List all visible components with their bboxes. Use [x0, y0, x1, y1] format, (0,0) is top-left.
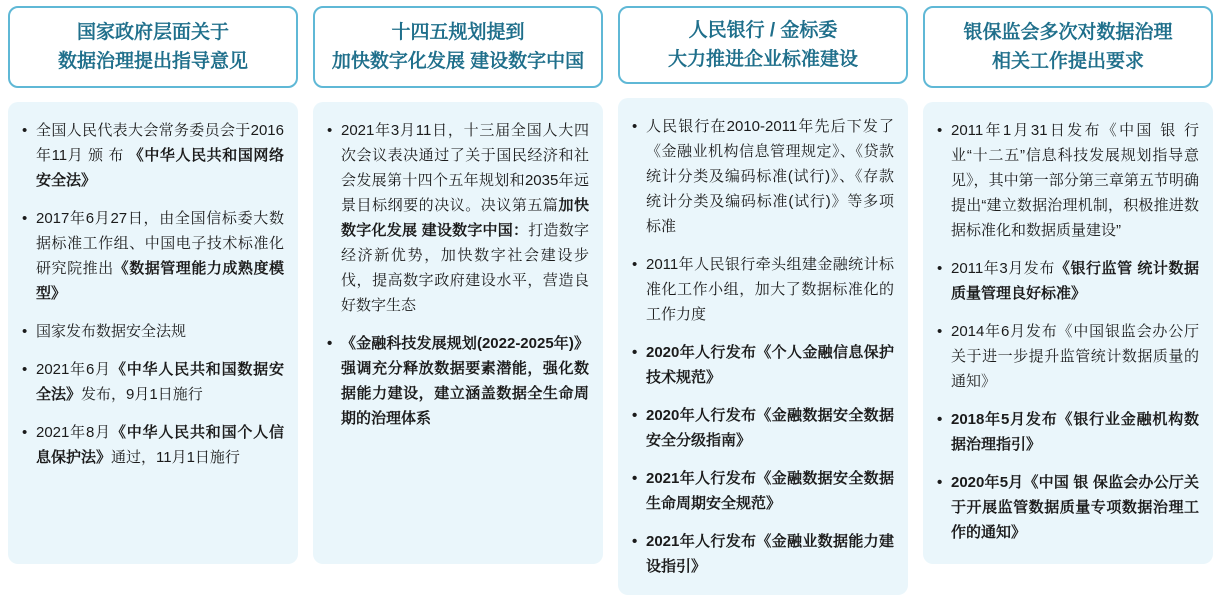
column-title — [58, 18, 248, 76]
emphasis-text: 《银行监管 统计数据质量管理良好标准》 — [951, 260, 1199, 302]
column-body-national-government-guidance — [8, 102, 298, 564]
emphasis-text: 2018年5月发布《银行业金融机构数据治理指引》 — [951, 411, 1199, 453]
column-title-line: 加快数字化发展 建设数字中国 — [331, 51, 585, 72]
column-body-14th-five-year-plan — [313, 102, 603, 564]
item-text: 2011年1月31日发布《中国 银 行业“十二五”信息科技发展规划指导意见》，其中第一部分第三章第五节明确提出“建立数据治理机制，积极推进数据标准化和数据质量建设” — [951, 122, 1199, 239]
bullet-list — [323, 118, 589, 431]
list-item — [628, 252, 894, 327]
column-title-line: 银保监会多次对数据治理 — [963, 22, 1173, 43]
emphasis-text: 2020年5月《中国 银 保监会办公厅关于开展监管数据质量专项数据治理工作的通知》 — [951, 474, 1199, 541]
item-text: 2014年6月发布《中国银监会办公厅关于进一步提升监管统计数据质量的通知》 — [951, 323, 1199, 390]
list-item — [323, 118, 589, 318]
emphasis-text: 2020年人行发布《个人金融信息保护技术规范》 — [646, 344, 894, 386]
emphasis-text: 《金融科技发展规划(2022-2025年)》强调充分释放数据要素潜能，强化数据能力建设，建立涵盖数据全生命周期的治理体系 — [341, 335, 589, 427]
column-body-cbirc-requirements — [923, 102, 1213, 564]
list-item — [628, 466, 894, 516]
bullet-list — [933, 118, 1199, 545]
list-item — [933, 319, 1199, 394]
column-cbirc-requirements — [923, 6, 1213, 564]
item-text: 2021年6月 — [36, 361, 111, 378]
emphasis-text: 《中华人民共和国个人信息保护法》 — [36, 424, 284, 466]
column-title-line: 数据治理提出指导意见 — [57, 51, 248, 72]
list-item — [933, 118, 1199, 243]
list-item — [18, 420, 284, 470]
column-national-government-guidance — [8, 6, 298, 564]
item-text: 2021年3月11日，十三届全国人大四次会议表决通过了关于国民经济和社会发展第十四个五年规划和2035年远景目标纲要的决议。决议第五篇 — [341, 122, 589, 214]
column-title-line: 国家政府层面关于 — [76, 22, 229, 43]
column-pboc-and-standards-committee — [618, 6, 908, 575]
emphasis-text: 《中华人民共和国网络安全法》 — [36, 147, 284, 189]
column-title — [963, 18, 1172, 76]
bullet-list — [628, 114, 894, 579]
emphasis-text: 《中华人民共和国数据安全法》 — [36, 361, 284, 403]
column-title — [668, 16, 858, 74]
item-text: 全国人民代表大会常务委员会于2016年11月 颁 布 — [36, 122, 284, 164]
list-item — [628, 403, 894, 453]
column-title-line: 大力推进企业标准建设 — [667, 49, 858, 70]
column-header-pboc-and-standards-committee — [618, 6, 908, 84]
item-text: 人民银行在2010-2011年先后下发了《金融业机构信息管理规定》、《贷款统计分类及编码标准(试行)》、《存款统计分类及编码标准(试行)》等多项标准 — [646, 118, 894, 235]
emphasis-text: 2021年人行发布《金融数据安全数据生命周期安全规范》 — [646, 470, 894, 512]
list-item — [18, 319, 284, 344]
emphasis-text: 加快数字化发展 建设数字中国： — [341, 197, 589, 239]
emphasis-text: 2021年人行发布《金融业数据能力建设指引》 — [646, 533, 894, 575]
item-text: 2021年8月 — [36, 424, 111, 441]
column-body-pboc-and-standards-committee — [618, 98, 908, 595]
item-text: 通过，11月1日施行 — [111, 449, 240, 466]
column-header-14th-five-year-plan — [313, 6, 603, 88]
item-text: 发布，9月1日施行 — [81, 386, 203, 403]
list-item — [323, 331, 589, 431]
column-header-cbirc-requirements — [923, 6, 1213, 88]
bullet-list — [18, 118, 284, 470]
list-item — [628, 529, 894, 579]
item-text: 2017年6月27日，由全国信标委大数据标准工作组、中国电子技术标准化研究院推出 — [36, 210, 284, 277]
list-item — [18, 357, 284, 407]
list-item — [933, 256, 1199, 306]
emphasis-text: 2020年人行发布《金融数据安全数据安全分级指南》 — [646, 407, 894, 449]
column-title-line: 人民银行 / 金标委 — [688, 20, 838, 41]
column-title-line: 相关工作提出要求 — [991, 51, 1144, 72]
column-14th-five-year-plan — [313, 6, 603, 564]
emphasis-text: 《数据管理能力成熟度模型》 — [36, 260, 284, 302]
column-header-national-government-guidance — [8, 6, 298, 88]
column-title — [332, 18, 584, 76]
item-text: 国家发布数据安全法规 — [36, 323, 187, 340]
list-item — [18, 118, 284, 193]
item-text: 2011年人民银行牵头组建金融统计标准化工作小组，加大了数据标准化的工作力度 — [646, 256, 894, 323]
item-text: 2011年3月发布 — [951, 260, 1055, 277]
list-item — [18, 206, 284, 306]
column-title-line: 十四五规划提到 — [391, 22, 525, 43]
list-item — [933, 470, 1199, 545]
list-item — [628, 340, 894, 390]
list-item — [933, 407, 1199, 457]
item-text: 打造数字经济新优势，加快数字社会建设步伐，提高数字政府建设水平，营造良好数字生态 — [341, 222, 589, 314]
list-item — [628, 114, 894, 239]
